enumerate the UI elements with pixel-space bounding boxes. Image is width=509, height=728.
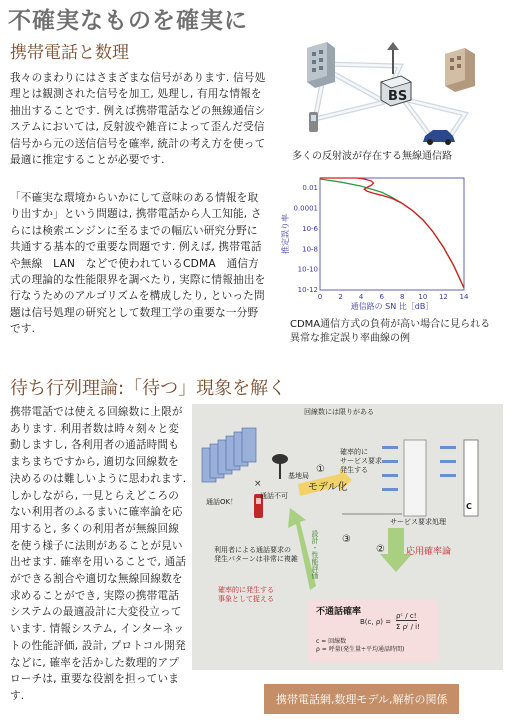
section1-paragraph2: 「不確実な環境からいかにして意味のある情報を取り出すか」という問題は, 携帯電話から人工知能, さらには検索エンジンに至るまでの幅広い研究分野に共通する基本的で重要な問題です. 例えば, 携帯電話や無線 LAN などで使われているCDMA 通信方式の理論的な性能限界を調べたり, 実際に情報抽出を行なうためのアルゴリズムを構成したり, といった問題は信号処理の研究として数理工学の重要な一分野です. [10,192,266,336]
x-tick-label: 10 [418,293,428,301]
error-rate-chart [282,172,472,312]
block-prob-title: 不通話確率 [316,607,362,617]
step1-number: ① [316,464,325,475]
formula-numerator: ρᶜ / c! [396,612,417,620]
series-line [320,178,464,288]
figure2-caption: CDMA通信方式の負荷が高い場合に見られる異常な推定誤り率曲線の例 [290,319,491,344]
x-tick-label: 14 [459,293,469,301]
line-limit-label: 回線数には限りがある [304,408,374,416]
building-icon [445,48,475,92]
x-tick-label: 12 [438,293,448,301]
step2-number: ② [376,544,385,555]
call-ng-label: 通話不可 [260,492,288,500]
c-label: C [466,502,472,511]
y-tick-label: 0.0001 [293,204,318,213]
section2-paragraph: 携帯電話では使える回線数に上限があります. 利用者数は時々刻々と変動しますし, 各利用者の通話時間もまちまちですから, 適切な回線数を決めるのは難しいように思われます. しかしながら, 一見とらえどころのない利用者のふるまいに確率論を応用すると, 多くの利用者が無線回線を使う様子に法則があることが見い出せます. 確率を用いることで, 通話ができる割合や適切な無線回線数を求めることができ, 実際の携帯電話システムの最適設計に大変役立っています. 情報システム, インターネットの性能評価, 設計, プロトコル開発などに, 確率を活かした数理的アプローチは, 重要な役割を担っています. [10,406,187,702]
queueing-diagram [192,404,503,670]
x-tick-label: 0 [317,293,323,301]
y-axis-label: 推定誤り率 [281,214,290,254]
y-tick-label: 10-12 [297,286,318,294]
step3-number: ③ [342,534,351,545]
figure1-caption: 多くの反射波が存在する無線通信路 [292,151,452,162]
wireless-channel-illustration [285,34,495,149]
service-end-label: サービス要求処理 [390,518,446,526]
section2-title: 待ち行列理論:「待つ」現象を解く [10,378,287,399]
x-tick-label: 8 [400,293,405,301]
diagram-label: 携帯電話網,数理モデル,解析の関係 [264,684,459,714]
formula-legend: c = 回線数 ρ = 呼量(発生量÷平均通話時間) [316,638,405,653]
random-event-label: 確率的に発生する 事象として捉える [218,586,274,603]
y-tick-label: 10-6 [302,224,318,233]
base-station-antenna-icon [272,454,288,479]
page-headline: 不確実なものを確実に [8,8,248,34]
applied-probability-label: 応用確率論 [406,547,452,557]
mobile-phone-icon [309,112,318,132]
base-station-label: 基地局 [288,472,309,480]
building-icon [307,42,335,88]
formula-lhs: B(c, ρ) = [360,618,392,626]
user-pattern-label: 利用者による通話要求の 発生パターンは非常に複雑 [214,546,298,563]
plot-frame [320,178,464,290]
x-tick-label: 6 [379,293,384,301]
section1-title: 携帯電話と数理 [10,43,129,63]
bs-label: BS [388,89,408,104]
blocked-mark-icon: × [254,479,262,489]
x-tick-label: 2 [338,293,343,301]
x-axis-label: 通信路の SN 比［dB］ [350,302,434,311]
prob-service-label: 確率的に サービス要求 発生する [340,448,382,474]
section1-paragraph1: 我々のまわりにはさまざまな信号があります. 信号処理とは観測された信号を加工, 処理し, 有用な情報を抽出することです. 例えば携帯電話などの無線通信システムにおいては, 反射波や雑音によって歪んだ受信信号から元の送信信号を確率, 統計の考え方を使って最適に推定することが必要です. [10,72,266,167]
formula-denominator: Σ ρⁱ / i! [396,623,420,631]
server-rack-icon [202,428,256,482]
y-tick-label: 10-8 [302,245,318,254]
series-line [320,179,464,288]
modeling-label: モデル化 [308,482,348,493]
base-station-box [381,76,411,106]
call-ok-label: 通話OK！ [206,498,238,506]
design-label: 設計・性能評価 [311,530,319,579]
x-tick-label: 4 [358,293,364,301]
y-tick-label: 0.01 [302,184,318,193]
y-tick-label: 10-10 [297,265,318,274]
